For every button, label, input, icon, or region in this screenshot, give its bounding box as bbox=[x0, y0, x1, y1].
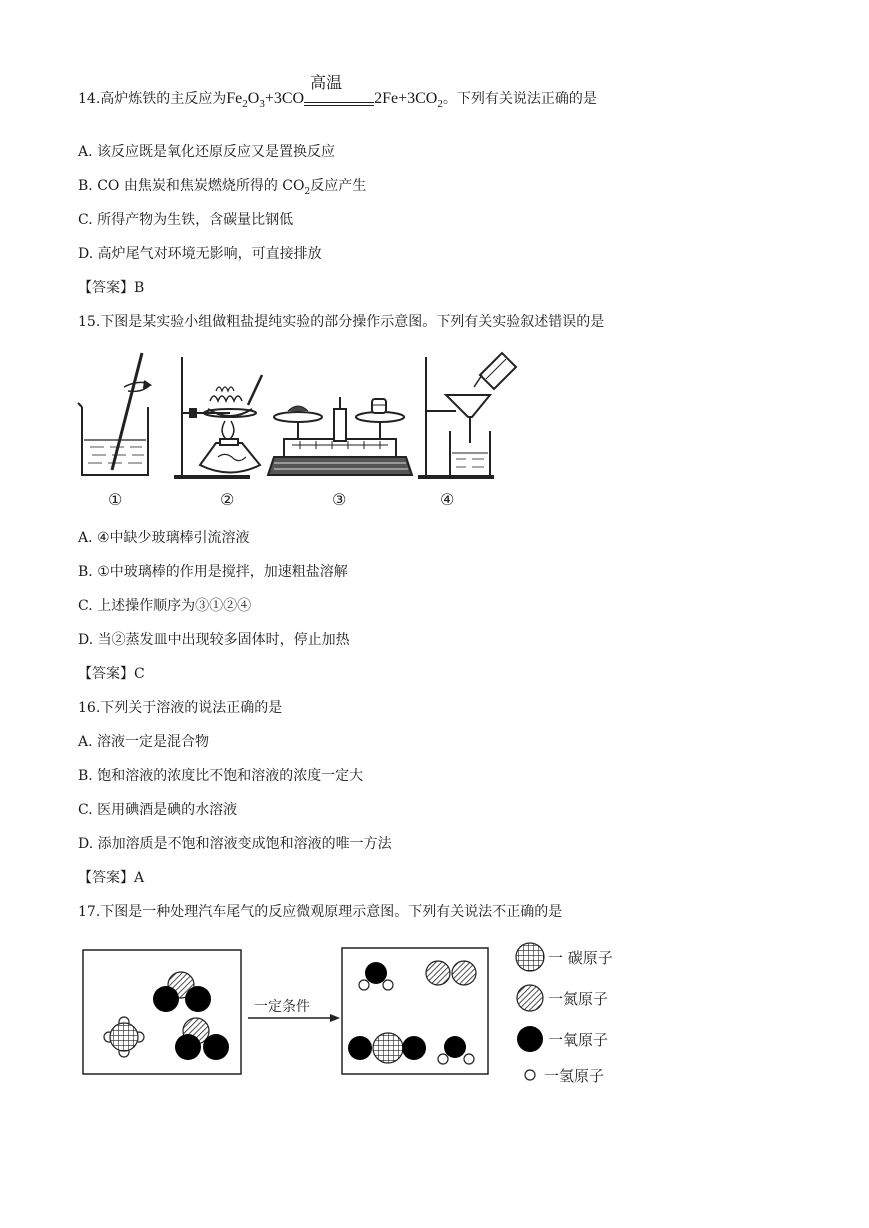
q16-option-a: A. 溶液一定是混合物 bbox=[78, 734, 210, 750]
q15-option-a: A. ④中缺少玻璃棒引流溶液 bbox=[78, 530, 250, 546]
q17-stem: 17.下图是一种处理汽车尾气的反应微观原理示意图。下列有关说法不正确的是 bbox=[78, 904, 563, 920]
dissolving-beaker bbox=[78, 353, 150, 475]
legend-oxygen-swatch bbox=[517, 1026, 543, 1052]
q15-option-b: B. ①中玻璃棒的作用是搅拌，加速粗盐溶解 bbox=[78, 564, 348, 580]
legend-nitrogen-swatch bbox=[517, 985, 543, 1011]
q14-option-b: B. CO 由焦炭和焦炭燃烧所得的 $CO_2$反应产生 bbox=[78, 178, 367, 197]
legend-carbon-swatch bbox=[516, 943, 544, 971]
q16-stem: 16.下列关于溶液的说法正确的是 bbox=[78, 700, 283, 716]
legend bbox=[516, 943, 613, 1085]
reaction-diagram bbox=[78, 935, 638, 1085]
q14-formula: $Fe_2O_3+3CO$ 高温 $2Fe+3CO_2$ bbox=[226, 90, 443, 107]
filtration-setup bbox=[418, 353, 516, 477]
q16-option-b: B. 饱和溶液的浓度比不饱和溶液的浓度一定大 bbox=[78, 768, 364, 784]
q14-option-a: A. 该反应既是氧化还原反应又是置换反应 bbox=[78, 144, 336, 160]
legend-nitrogen-label: 一氮原子 bbox=[548, 990, 609, 1008]
svg-text:一定条件: 一定条件 bbox=[254, 999, 310, 1015]
lab-operations-figure bbox=[70, 345, 530, 515]
q14-option-c: C. 所得产物为生铁，含碳量比钢低 bbox=[78, 212, 294, 228]
label-3: ③ bbox=[332, 490, 347, 509]
q15-stem: 15.下图是某实验小组做粗盐提纯实验的部分操作示意图。下列有关实验叙述错误的是 bbox=[78, 314, 605, 330]
q14-option-d: D. 高炉尾气对环境无影响，可直接排放 bbox=[78, 246, 322, 262]
q16-option-d: D. 添加溶质是不饱和溶液变成饱和溶液的唯一方法 bbox=[78, 836, 392, 852]
label-2: ② bbox=[220, 490, 235, 509]
label-4: ④ bbox=[440, 490, 455, 509]
reaction-arrow bbox=[248, 999, 340, 1022]
q15-answer: 【答案】C bbox=[78, 666, 145, 682]
label-1: ① bbox=[108, 490, 123, 509]
q16-answer: 【答案】A bbox=[78, 870, 145, 886]
legend-hydrogen-label: 一氢原子 bbox=[544, 1067, 605, 1085]
q14-suffix: 。下列有关说法正确的是 bbox=[442, 91, 597, 107]
co2-molecule bbox=[348, 1033, 426, 1063]
reaction-condition: 高温 bbox=[304, 95, 374, 113]
q16-option-c: C. 医用碘酒是碘的水溶液 bbox=[78, 802, 238, 818]
evaporation-setup bbox=[174, 357, 262, 477]
q15-option-d: D. 当②蒸发皿中出现较多固体时，停止加热 bbox=[78, 632, 350, 648]
legend-oxygen-label: 一氧原子 bbox=[548, 1031, 609, 1049]
q14-prefix: 14.高炉炼铁的主反应为 bbox=[78, 91, 227, 107]
q14-stem bbox=[78, 75, 597, 113]
legend-hydrogen-swatch bbox=[525, 1070, 535, 1080]
q14-answer: 【答案】B bbox=[78, 280, 145, 296]
q15-option-c: C. 上述操作顺序为③①②④ bbox=[78, 598, 252, 614]
legend-carbon-label: 一 碳原子 bbox=[548, 949, 613, 967]
balance-scale bbox=[268, 397, 412, 475]
